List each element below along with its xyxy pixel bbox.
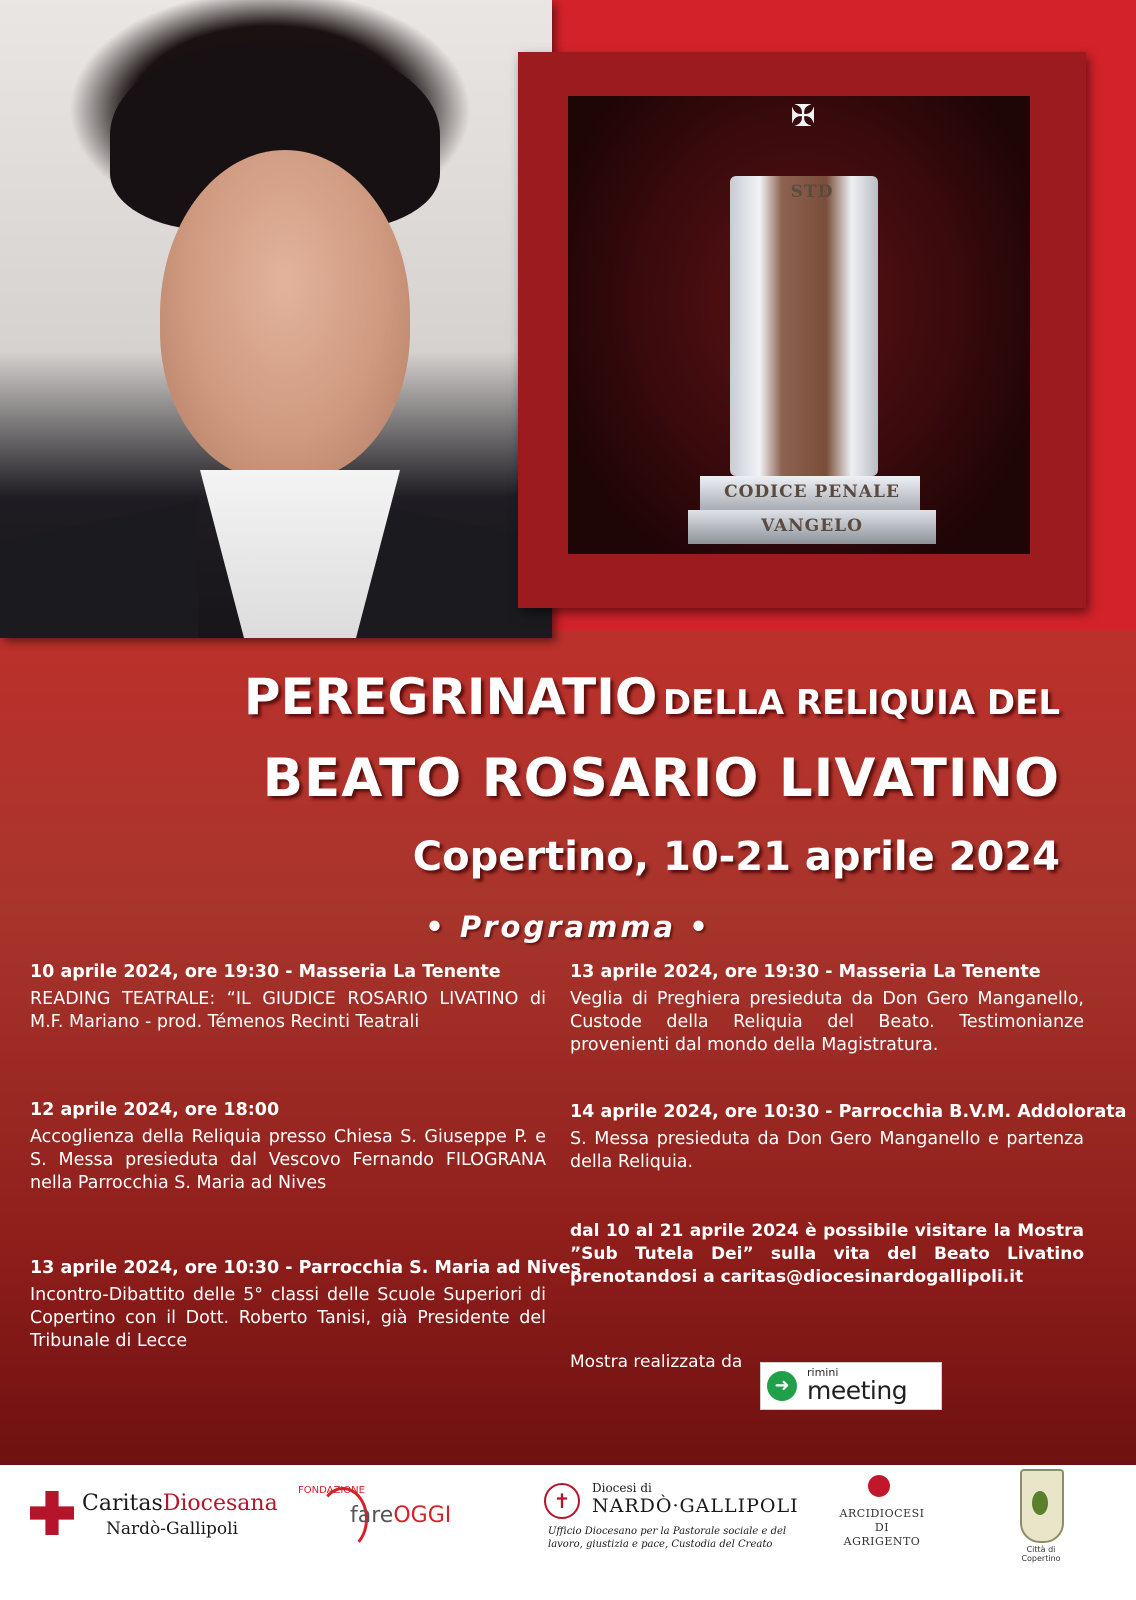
event-body: S. Messa presieduta da Don Gero Manganello e partenza della Reliquia.: [570, 1129, 1084, 1172]
oggi-word: OGGI: [393, 1503, 452, 1528]
reliquary-base-text-2: VANGELO: [761, 516, 863, 536]
event-right-1: [570, 962, 1084, 1057]
program-heading: • Programma •: [425, 910, 711, 944]
portrait-face: [160, 150, 410, 480]
agrigento-label: ARCIDIOCESI DI AGRIGENTO: [839, 1507, 925, 1548]
reliquary-cross-icon: ✠: [790, 99, 816, 134]
mostra-note: dal 10 al 21 aprile 2024 è possibile visitare la Mostra ”Sub Tutela Dei” sulla vita del Beato Livatino prenotandosi a caritas@diocesinardogallipoli.it: [570, 1221, 1084, 1287]
meeting-logo: [760, 1362, 942, 1410]
footer-logos: [0, 1465, 1136, 1600]
portrait-photo: [0, 0, 552, 638]
diocesi-cross-icon: ✝: [544, 1483, 580, 1519]
event-header: 10 aprile 2024, ore 19:30 - Masseria La Tenente: [30, 962, 501, 982]
event-body: Incontro-Dibattito delle 5° classi delle Scuole Superiori di Copertino con il Dott. Roberto Tanisi, già Presidente del Tribunale di Lecce: [30, 1285, 546, 1351]
copertino-label: Città di Copertino: [1021, 1545, 1061, 1563]
agrigento-emblem-icon: [868, 1475, 890, 1497]
reliquary-photo: [568, 96, 1030, 554]
diocesana-word: Diocesana: [162, 1491, 278, 1516]
title-della-reliquia: DELLA RELIQUIA DEL: [662, 683, 1060, 723]
meeting-logo-big: meeting: [807, 1376, 908, 1405]
reliquary-body: [730, 176, 878, 476]
event-left-3: [30, 1258, 582, 1353]
reliquary-frame: [518, 52, 1086, 608]
meeting-arrow-icon: ➜: [767, 1371, 797, 1401]
event-header: 14 aprile 2024, ore 10:30 - Parrocchia B.V.M. Addolorata: [570, 1102, 1127, 1122]
reliquary-base-text-1: CODICE PENALE: [724, 482, 900, 502]
title-peregrinatio: PEREGRINATIO: [243, 668, 658, 726]
event-left-2: [30, 1100, 546, 1195]
title-line-2: BEATO ROSARIO LIVATINO: [262, 748, 1060, 809]
diocesi-office: Ufficio Diocesano per la Pastorale sociale e del lavoro, giustizia e pace, Custodia del Creato: [548, 1526, 787, 1550]
meeting-logo-small: rimini: [807, 1366, 839, 1379]
event-right-2: [570, 1102, 1127, 1174]
event-header: 12 aprile 2024, ore 18:00: [30, 1100, 280, 1120]
title-dates: Copertino, 10-21 aprile 2024: [412, 834, 1060, 880]
caritas-cross-icon: [30, 1491, 74, 1535]
mostra-by-label: Mostra realizzata da: [570, 1352, 743, 1372]
caritas-logo-title: [82, 1491, 278, 1516]
event-body: READING TEATRALE: “IL GIUDICE ROSARIO LIVATINO di M.F. Mariano - prod. Témenos Recinti Teatrali: [30, 989, 546, 1032]
copertino-tree-icon: [1032, 1491, 1048, 1515]
caritas-logo-place: Nardò-Gallipoli: [106, 1519, 239, 1539]
fare-word: fare: [350, 1503, 394, 1528]
event-header: 13 aprile 2024, ore 19:30 - Masseria La Tenente: [570, 962, 1041, 982]
diocesi-small-label: Diocesi di: [592, 1481, 652, 1495]
reliquary-inscription-top: STD: [790, 182, 834, 202]
title-line-1: [40, 668, 1060, 726]
fondazione-label: FONDAZIONE: [298, 1485, 365, 1496]
event-header: 13 aprile 2024, ore 10:30 - Parrocchia S. Maria ad Nives: [30, 1258, 582, 1278]
event-body: Accoglienza della Reliquia presso Chiesa S. Giuseppe P. e S. Messa presieduta dal Vescovo Fernando FILOGRANA nella Parrocchia S. Maria ad Nives: [30, 1127, 546, 1193]
event-left-1: [30, 962, 546, 1034]
fareoggi-logo-text: [350, 1503, 451, 1528]
event-body: Veglia di Preghiera presieduta da Don Gero Manganello, Custode della Reliquia del Beato. Testimonianze provenienti dal mondo della Magistratura.: [570, 989, 1084, 1055]
diocesi-name: NARDÒ·GALLIPOLI: [592, 1495, 799, 1517]
caritas-word: Caritas: [82, 1491, 163, 1516]
